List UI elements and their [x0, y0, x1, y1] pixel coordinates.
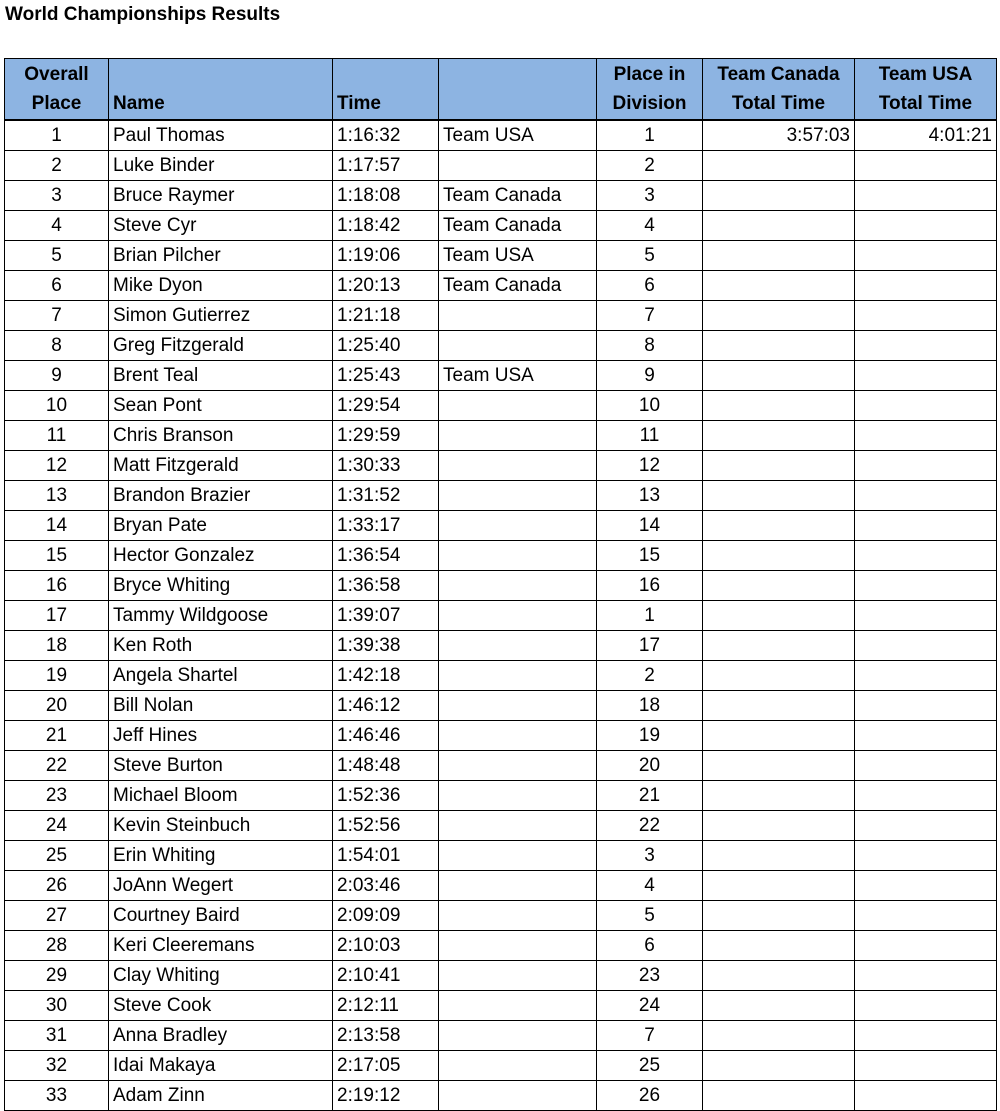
cell-name[interactable]: Steve Burton	[109, 751, 333, 781]
cell-time[interactable]: 1:18:42	[333, 211, 439, 241]
cell-overall-place[interactable]: 8	[5, 331, 109, 361]
cell-team-canada-total[interactable]	[703, 271, 855, 301]
header-division-place[interactable]	[597, 59, 703, 121]
cell-time[interactable]: 1:48:48	[333, 751, 439, 781]
cell-team-usa-total[interactable]	[855, 571, 997, 601]
cell-overall-place[interactable]: 17	[5, 601, 109, 631]
header-team-usa-total[interactable]	[855, 59, 997, 121]
cell-team-canada-total[interactable]	[703, 811, 855, 841]
cell-team-canada-total[interactable]	[703, 211, 855, 241]
cell-overall-place[interactable]: 18	[5, 631, 109, 661]
results-body	[5, 120, 997, 1111]
cell-time[interactable]: 2:10:03	[333, 931, 439, 961]
cell-team-usa-total[interactable]	[855, 361, 997, 391]
cell-team-usa-total[interactable]	[855, 601, 997, 631]
cell-name[interactable]: Chris Branson	[109, 421, 333, 451]
cell-team-usa-total[interactable]	[855, 991, 997, 1021]
cell-division-place[interactable]: 5	[597, 901, 703, 931]
cell-team-usa-total[interactable]	[855, 511, 997, 541]
header-team-canada-total[interactable]	[703, 59, 855, 121]
cell-team-canada-total[interactable]	[703, 871, 855, 901]
cell-team-usa-total[interactable]	[855, 721, 997, 751]
cell-name[interactable]: Brandon Brazier	[109, 481, 333, 511]
cell-overall-place[interactable]: 28	[5, 931, 109, 961]
header-row	[5, 59, 997, 121]
cell-team[interactable]	[439, 961, 597, 991]
cell-team-usa-total[interactable]	[855, 301, 997, 331]
cell-time[interactable]: 1:16:32	[333, 120, 439, 151]
cell-team-canada-total[interactable]	[703, 661, 855, 691]
cell-name[interactable]: JoAnn Wegert	[109, 871, 333, 901]
cell-division-place[interactable]: 12	[597, 451, 703, 481]
cell-overall-place[interactable]: 20	[5, 691, 109, 721]
cell-team[interactable]	[439, 1081, 597, 1111]
table-row	[5, 691, 997, 721]
cell-name[interactable]: Ken Roth	[109, 631, 333, 661]
cell-team[interactable]	[439, 571, 597, 601]
cell-division-place[interactable]: 3	[597, 181, 703, 211]
cell-team[interactable]	[439, 601, 597, 631]
cell-team-usa-total[interactable]	[855, 271, 997, 301]
header-division-line2: Division	[612, 93, 687, 114]
cell-time[interactable]: 1:36:58	[333, 571, 439, 601]
cell-division-place[interactable]: 14	[597, 511, 703, 541]
cell-team[interactable]: Team USA	[439, 120, 597, 151]
cell-name[interactable]: Anna Bradley	[109, 1021, 333, 1051]
table-row	[5, 901, 997, 931]
cell-team-canada-total[interactable]	[703, 601, 855, 631]
cell-time[interactable]: 1:52:36	[333, 781, 439, 811]
cell-team-canada-total[interactable]	[703, 481, 855, 511]
cell-team-canada-total[interactable]	[703, 901, 855, 931]
table-row	[5, 331, 997, 361]
header-overall-place-line1: Overall	[24, 64, 89, 85]
header-division-line1: Place in	[613, 64, 686, 85]
cell-overall-place[interactable]: 12	[5, 451, 109, 481]
cell-team-usa-total[interactable]	[855, 751, 997, 781]
cell-team-usa-total[interactable]	[855, 1021, 997, 1051]
cell-name[interactable]: Sean Pont	[109, 391, 333, 421]
cell-name[interactable]: Luke Binder	[109, 151, 333, 181]
cell-time[interactable]: 1:21:18	[333, 301, 439, 331]
cell-division-place[interactable]: 15	[597, 541, 703, 571]
cell-name[interactable]: Simon Gutierrez	[109, 301, 333, 331]
cell-team-canada-total[interactable]	[703, 691, 855, 721]
table-row	[5, 721, 997, 751]
cell-team-canada-total[interactable]	[703, 1081, 855, 1111]
cell-time[interactable]: 1:17:57	[333, 151, 439, 181]
cell-time[interactable]: 1:19:06	[333, 241, 439, 271]
cell-overall-place[interactable]: 9	[5, 361, 109, 391]
cell-team-usa-total[interactable]	[855, 1051, 997, 1081]
header-usa-line2: Total Time	[878, 93, 973, 114]
cell-name[interactable]: Adam Zinn	[109, 1081, 333, 1111]
cell-team-canada-total[interactable]	[703, 751, 855, 781]
cell-team[interactable]	[439, 331, 597, 361]
cell-team-canada-total[interactable]	[703, 421, 855, 451]
cell-team[interactable]	[439, 931, 597, 961]
cell-team-usa-total[interactable]	[855, 661, 997, 691]
cell-time[interactable]: 1:39:38	[333, 631, 439, 661]
cell-overall-place[interactable]: 16	[5, 571, 109, 601]
cell-team[interactable]: Team USA	[439, 361, 597, 391]
cell-division-place[interactable]: 6	[597, 271, 703, 301]
cell-overall-place[interactable]: 15	[5, 541, 109, 571]
cell-division-place[interactable]: 7	[597, 301, 703, 331]
cell-division-place[interactable]: 22	[597, 811, 703, 841]
cell-time[interactable]: 2:19:12	[333, 1081, 439, 1111]
cell-team-usa-total[interactable]	[855, 631, 997, 661]
cell-time[interactable]: 2:13:58	[333, 1021, 439, 1051]
cell-team-canada-total[interactable]	[703, 361, 855, 391]
cell-name[interactable]: Matt Fitzgerald	[109, 451, 333, 481]
cell-team-canada-total[interactable]: 3:57:03	[703, 120, 855, 151]
cell-team-canada-total[interactable]	[703, 451, 855, 481]
cell-name[interactable]: Bill Nolan	[109, 691, 333, 721]
cell-team-usa-total[interactable]	[855, 961, 997, 991]
cell-division-place[interactable]: 6	[597, 931, 703, 961]
cell-time[interactable]: 1:18:08	[333, 181, 439, 211]
cell-name[interactable]: Kevin Steinbuch	[109, 811, 333, 841]
cell-team[interactable]	[439, 781, 597, 811]
cell-team-canada-total[interactable]	[703, 721, 855, 751]
cell-team[interactable]	[439, 301, 597, 331]
sheet-title: World Championships Results	[5, 4, 281, 25]
cell-time[interactable]: 1:31:52	[333, 481, 439, 511]
cell-time[interactable]: 1:36:54	[333, 541, 439, 571]
cell-division-place[interactable]: 19	[597, 721, 703, 751]
cell-overall-place[interactable]: 32	[5, 1051, 109, 1081]
cell-time[interactable]: 1:39:07	[333, 601, 439, 631]
cell-team-usa-total[interactable]	[855, 811, 997, 841]
cell-team-usa-total[interactable]	[855, 211, 997, 241]
cell-team-usa-total[interactable]	[855, 151, 997, 181]
cell-team-canada-total[interactable]	[703, 931, 855, 961]
cell-team[interactable]	[439, 841, 597, 871]
cell-overall-place[interactable]: 5	[5, 241, 109, 271]
cell-team-canada-total[interactable]	[703, 391, 855, 421]
cell-name[interactable]: Michael Bloom	[109, 781, 333, 811]
cell-team-canada-total[interactable]	[703, 241, 855, 271]
cell-team-usa-total[interactable]	[855, 871, 997, 901]
header-canada-line1: Team Canada	[717, 64, 840, 85]
cell-division-place[interactable]: 2	[597, 661, 703, 691]
header-time[interactable]	[333, 59, 439, 121]
cell-team[interactable]	[439, 631, 597, 661]
cell-overall-place[interactable]: 3	[5, 181, 109, 211]
cell-time[interactable]: 2:17:05	[333, 1051, 439, 1081]
cell-name[interactable]: Idai Makaya	[109, 1051, 333, 1081]
cell-overall-place[interactable]: 25	[5, 841, 109, 871]
cell-team[interactable]	[439, 871, 597, 901]
cell-team-usa-total[interactable]	[855, 1081, 997, 1111]
cell-overall-place[interactable]: 31	[5, 1021, 109, 1051]
cell-team-canada-total[interactable]	[703, 511, 855, 541]
cell-overall-place[interactable]: 23	[5, 781, 109, 811]
cell-division-place[interactable]: 21	[597, 781, 703, 811]
cell-team-canada-total[interactable]	[703, 781, 855, 811]
cell-division-place[interactable]: 16	[597, 571, 703, 601]
cell-division-place[interactable]: 5	[597, 241, 703, 271]
table-row	[5, 421, 997, 451]
cell-team[interactable]	[439, 481, 597, 511]
cell-time[interactable]: 1:54:01	[333, 841, 439, 871]
cell-name[interactable]: Brian Pilcher	[109, 241, 333, 271]
cell-team[interactable]	[439, 751, 597, 781]
header-name[interactable]	[109, 59, 333, 121]
table-row	[5, 931, 997, 961]
header-team[interactable]	[439, 59, 597, 121]
cell-overall-place[interactable]: 1	[5, 120, 109, 151]
cell-team[interactable]	[439, 421, 597, 451]
table-row	[5, 511, 997, 541]
cell-overall-place[interactable]: 22	[5, 751, 109, 781]
table-row	[5, 1021, 997, 1051]
cell-team-canada-total[interactable]	[703, 841, 855, 871]
cell-team[interactable]: Team Canada	[439, 181, 597, 211]
table-row	[5, 571, 997, 601]
cell-team[interactable]	[439, 391, 597, 421]
cell-division-place[interactable]: 17	[597, 631, 703, 661]
cell-name[interactable]: Brent Teal	[109, 361, 333, 391]
cell-team-canada-total[interactable]	[703, 991, 855, 1021]
cell-division-place[interactable]: 1	[597, 120, 703, 151]
cell-overall-place[interactable]: 33	[5, 1081, 109, 1111]
cell-time[interactable]: 2:03:46	[333, 871, 439, 901]
cell-overall-place[interactable]: 29	[5, 961, 109, 991]
cell-team[interactable]: Team Canada	[439, 271, 597, 301]
cell-team[interactable]: Team USA	[439, 241, 597, 271]
table-row	[5, 991, 997, 1021]
cell-overall-place[interactable]: 21	[5, 721, 109, 751]
cell-division-place[interactable]: 26	[597, 1081, 703, 1111]
cell-overall-place[interactable]: 27	[5, 901, 109, 931]
cell-team[interactable]	[439, 901, 597, 931]
cell-name[interactable]: Mike Dyon	[109, 271, 333, 301]
table-row	[5, 661, 997, 691]
cell-team[interactable]	[439, 151, 597, 181]
cell-team-usa-total[interactable]	[855, 481, 997, 511]
cell-division-place[interactable]: 9	[597, 361, 703, 391]
cell-division-place[interactable]: 8	[597, 331, 703, 361]
header-time-label: Time	[337, 93, 382, 114]
header-name-label: Name	[113, 93, 165, 114]
cell-team-canada-total[interactable]	[703, 1021, 855, 1051]
cell-team-canada-total[interactable]	[703, 961, 855, 991]
cell-time[interactable]: 2:09:09	[333, 901, 439, 931]
cell-name[interactable]: Steve Cook	[109, 991, 333, 1021]
table-row	[5, 361, 997, 391]
table-row	[5, 120, 997, 151]
cell-overall-place[interactable]: 19	[5, 661, 109, 691]
table-row	[5, 451, 997, 481]
cell-division-place[interactable]: 3	[597, 841, 703, 871]
cell-team-usa-total[interactable]	[855, 781, 997, 811]
cell-overall-place[interactable]: 7	[5, 301, 109, 331]
cell-time[interactable]: 1:52:56	[333, 811, 439, 841]
cell-team-canada-total[interactable]	[703, 331, 855, 361]
cell-team[interactable]	[439, 1021, 597, 1051]
cell-team-usa-total[interactable]	[855, 931, 997, 961]
cell-name[interactable]: Jeff Hines	[109, 721, 333, 751]
cell-name[interactable]: Steve Cyr	[109, 211, 333, 241]
cell-name[interactable]: Clay Whiting	[109, 961, 333, 991]
cell-overall-place[interactable]: 13	[5, 481, 109, 511]
cell-name[interactable]: Bryce Whiting	[109, 571, 333, 601]
cell-division-place[interactable]: 7	[597, 1021, 703, 1051]
cell-team[interactable]	[439, 511, 597, 541]
cell-division-place[interactable]: 25	[597, 1051, 703, 1081]
table-row	[5, 871, 997, 901]
table-row	[5, 1051, 997, 1081]
cell-time[interactable]: 1:46:12	[333, 691, 439, 721]
cell-overall-place[interactable]: 30	[5, 991, 109, 1021]
header-overall-place[interactable]	[5, 59, 109, 121]
cell-team-usa-total[interactable]	[855, 451, 997, 481]
cell-time[interactable]: 2:12:11	[333, 991, 439, 1021]
header-overall-place-line2: Place	[31, 93, 82, 114]
cell-name[interactable]: Hector Gonzalez	[109, 541, 333, 571]
cell-name[interactable]: Paul Thomas	[109, 120, 333, 151]
cell-time[interactable]: 1:25:40	[333, 331, 439, 361]
cell-division-place[interactable]: 24	[597, 991, 703, 1021]
table-row	[5, 1081, 997, 1111]
cell-team-usa-total[interactable]	[855, 841, 997, 871]
table-row	[5, 841, 997, 871]
cell-time[interactable]: 1:33:17	[333, 511, 439, 541]
cell-team[interactable]	[439, 991, 597, 1021]
table-row	[5, 391, 997, 421]
table-row	[5, 481, 997, 511]
cell-team[interactable]	[439, 541, 597, 571]
table-row	[5, 541, 997, 571]
cell-overall-place[interactable]: 2	[5, 151, 109, 181]
table-row	[5, 811, 997, 841]
cell-division-place[interactable]: 10	[597, 391, 703, 421]
cell-team-usa-total[interactable]	[855, 541, 997, 571]
cell-team-usa-total[interactable]: 4:01:21	[855, 120, 997, 151]
cell-team-usa-total[interactable]	[855, 391, 997, 421]
cell-division-place[interactable]: 18	[597, 691, 703, 721]
cell-team-usa-total[interactable]	[855, 421, 997, 451]
cell-team[interactable]	[439, 661, 597, 691]
cell-overall-place[interactable]: 4	[5, 211, 109, 241]
cell-time[interactable]: 1:25:43	[333, 361, 439, 391]
header-canada-line2: Total Time	[731, 93, 826, 114]
cell-overall-place[interactable]: 11	[5, 421, 109, 451]
cell-overall-place[interactable]: 14	[5, 511, 109, 541]
cell-time[interactable]: 2:10:41	[333, 961, 439, 991]
cell-overall-place[interactable]: 10	[5, 391, 109, 421]
cell-team[interactable]: Team Canada	[439, 211, 597, 241]
cell-division-place[interactable]: 2	[597, 151, 703, 181]
table-row	[5, 751, 997, 781]
cell-team-usa-total[interactable]	[855, 241, 997, 271]
cell-name[interactable]: Angela Shartel	[109, 661, 333, 691]
cell-team-usa-total[interactable]	[855, 691, 997, 721]
header-usa-line1: Team USA	[878, 64, 973, 85]
cell-time[interactable]: 1:20:13	[333, 271, 439, 301]
cell-name[interactable]: Keri Cleeremans	[109, 931, 333, 961]
cell-overall-place[interactable]: 24	[5, 811, 109, 841]
results-table	[4, 58, 997, 1111]
cell-overall-place[interactable]: 26	[5, 871, 109, 901]
cell-team-canada-total[interactable]	[703, 301, 855, 331]
table-row	[5, 241, 997, 271]
cell-name[interactable]: Bryan Pate	[109, 511, 333, 541]
cell-division-place[interactable]: 11	[597, 421, 703, 451]
cell-time[interactable]: 1:29:59	[333, 421, 439, 451]
table-row	[5, 211, 997, 241]
cell-division-place[interactable]: 1	[597, 601, 703, 631]
cell-name[interactable]: Erin Whiting	[109, 841, 333, 871]
cell-time[interactable]: 1:46:46	[333, 721, 439, 751]
cell-division-place[interactable]: 20	[597, 751, 703, 781]
table-row	[5, 781, 997, 811]
cell-team-usa-total[interactable]	[855, 901, 997, 931]
table-row	[5, 961, 997, 991]
table-row	[5, 181, 997, 211]
cell-division-place[interactable]: 13	[597, 481, 703, 511]
cell-team-canada-total[interactable]	[703, 151, 855, 181]
cell-team-canada-total[interactable]	[703, 631, 855, 661]
cell-time[interactable]: 1:42:18	[333, 661, 439, 691]
cell-team-canada-total[interactable]	[703, 571, 855, 601]
table-row	[5, 631, 997, 661]
cell-division-place[interactable]: 4	[597, 871, 703, 901]
cell-name[interactable]: Greg Fitzgerald	[109, 331, 333, 361]
cell-team[interactable]	[439, 721, 597, 751]
table-row	[5, 301, 997, 331]
cell-team-canada-total[interactable]	[703, 1051, 855, 1081]
table-row	[5, 601, 997, 631]
cell-team[interactable]	[439, 811, 597, 841]
cell-time[interactable]: 1:29:54	[333, 391, 439, 421]
cell-team[interactable]	[439, 691, 597, 721]
cell-overall-place[interactable]: 6	[5, 271, 109, 301]
table-row	[5, 271, 997, 301]
cell-team[interactable]	[439, 1051, 597, 1081]
cell-team-usa-total[interactable]	[855, 181, 997, 211]
cell-division-place[interactable]: 4	[597, 211, 703, 241]
table-row	[5, 151, 997, 181]
cell-name[interactable]: Bruce Raymer	[109, 181, 333, 211]
cell-team-usa-total[interactable]	[855, 331, 997, 361]
cell-name[interactable]: Tammy Wildgoose	[109, 601, 333, 631]
cell-time[interactable]: 1:30:33	[333, 451, 439, 481]
cell-team-canada-total[interactable]	[703, 541, 855, 571]
cell-team[interactable]	[439, 451, 597, 481]
cell-name[interactable]: Courtney Baird	[109, 901, 333, 931]
cell-division-place[interactable]: 23	[597, 961, 703, 991]
cell-team-canada-total[interactable]	[703, 181, 855, 211]
